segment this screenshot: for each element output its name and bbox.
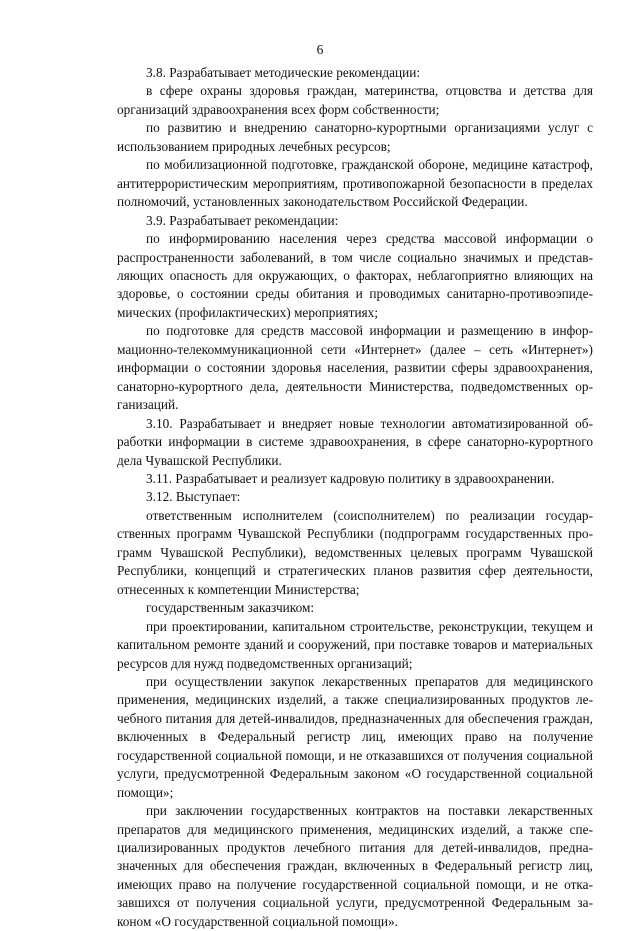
paragraph-3-10: 3.10. Разрабатывает и внедряет новые технологии автоматизированной обработки информации в системе здравоохранения, в сфере санаторно-курортного дела Чувашской Республики. [117, 415, 593, 468]
paragraph: при осуществлении закупок лекарственных препаратов для медицинского применения, медицинских изделий, а также специализированных продуктов лечебного питания для детей-инвалидов, предназначенных для обеспечения граждан, включенных в Федеральный регистр лиц, имеющих право на получение государственной социальной помощи, и не отказавшихся от получения социальной услуги, предусмотренной Федеральным законом «О государственной социальной помощи»; [117, 673, 593, 800]
paragraph: в сфере охраны здоровья граждан, материнства, отцовства и детства для организаций здравоохранения всех форм собственности; [117, 83, 593, 117]
paragraph: по развитию и внедрению санаторно-курортными организациями услуг с использованием природных лечебных ресурсов; [117, 120, 593, 154]
paragraph: при проектировании, капитальном строительстве, реконструкции, текущем и капитальном ремонте зданий и сооружений, при поставке товаров и материальных ресурсов для нужд подведомственных организаций; [117, 618, 593, 671]
paragraph: ответственным исполнителем (соисполнителем) по реализации государственных программ Чувашской Республики (подпрограмм государственных программ Чувашской Республики), ведомственных целевых программ Чувашской Республики, концепций и стратегических планов развития сфер деятельности, отнесенных к компетенции Министерства; [117, 507, 593, 597]
paragraph-3-11: 3.11. Разрабатывает и реализует кадровую политику в здравоохранении. [146, 470, 555, 486]
paragraph: государственным заказчиком: [146, 600, 315, 616]
document-body [117, 64, 593, 931]
paragraph: при заключении государственных контрактов на поставки лекарственных препаратов для медицинского применения, медицинских изделий, а также специализированных продуктов лечебного питания для детей-инвалидов, предназначенных для обеспечения граждан, включенных в Федеральный регистр лиц, имеющих право на получение государственной социальной помощи, и не отказавшихся от получения социальной услуги, предусмотренной Федеральным законом «О государственной социальной помощи». [117, 803, 593, 929]
page-number: 6 [316, 42, 324, 57]
paragraph-3-12-heading: 3.12. Выступает: [146, 489, 241, 505]
paragraph-3-8-heading: 3.8. Разрабатывает методические рекомендации: [146, 65, 421, 80]
paragraph: по подготовке для средств массовой информации и размещению в информационно-телекоммуникационной сети «Интернет» (далее – сеть «Интернет») информации о состоянии здоровья населения, развитии сферы здравоохранения, санаторно-курортного дела, деятельности Министерства, подведомственных организаций. [117, 323, 593, 413]
paragraph-3-9-heading: 3.9. Разрабатывает рекомендации: [146, 212, 339, 228]
paragraph: по мобилизационной подготовке, гражданской обороне, медицине катастроф, антитеррористическим мероприятиям, противопожарной безопасности в пределах полномочий, установленных законодательством Российской Федерации. [117, 157, 593, 210]
paragraph: по информированию населения через средства массовой информации о распространенности заболеваний, в том числе социально значимых и представляющих опасность для окружающих, о факторах, неблагоприятно влияющих на здоровье, о состоянии среды обитания и проводимых санитарно-противоэпидемических (профилактических) мероприятиях; [117, 231, 593, 320]
